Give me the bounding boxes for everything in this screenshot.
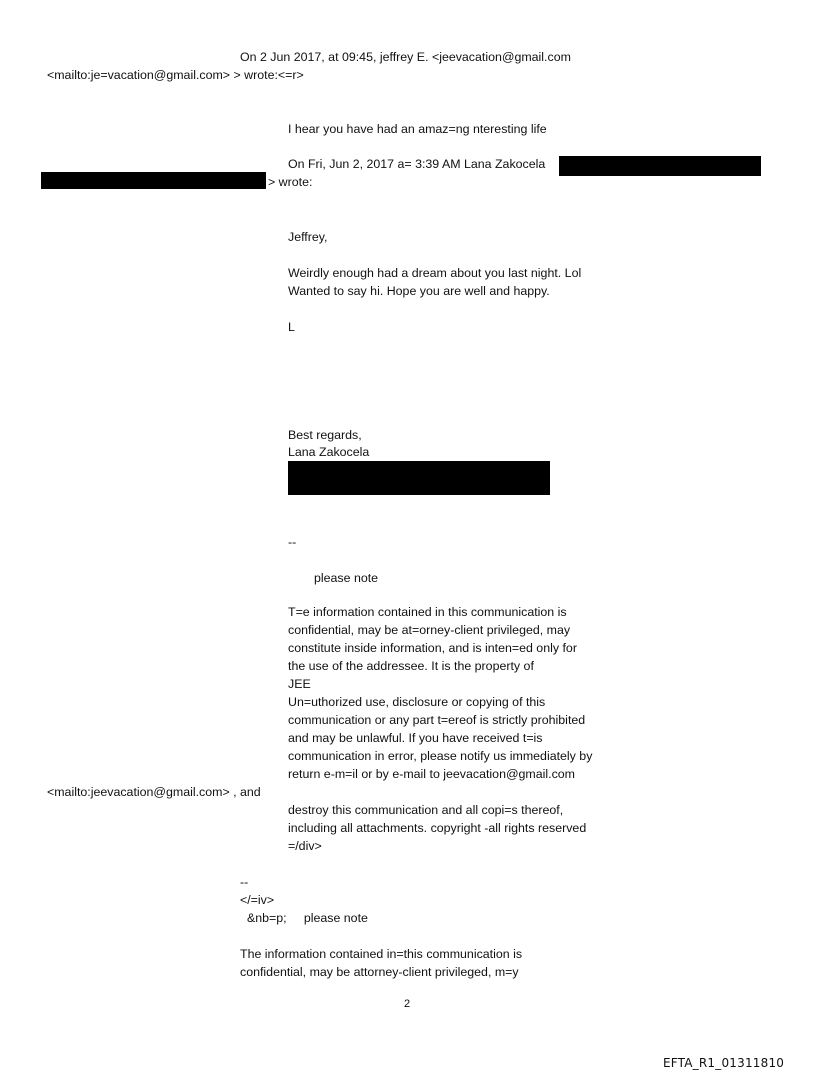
disclaimer-tail-line: destroy this communication and all copi=s thereof, xyxy=(288,803,564,817)
div-close-text: </=iv> xyxy=(240,893,275,907)
initial: L xyxy=(288,320,295,334)
disclaimer-line: communication or any part t=ereof is strictly prohibited xyxy=(288,713,586,727)
document-id: EFTA_R1_01311810 xyxy=(663,1056,785,1070)
redaction-box xyxy=(559,156,761,176)
signature-name: Lana Zakocela xyxy=(288,445,370,459)
body-line-2: Wanted to say hi. Hope you are well and happy. xyxy=(288,284,550,298)
disclaimer-line: the use of the addressee. It is the property of xyxy=(288,659,534,673)
redaction-box xyxy=(288,461,550,495)
disclaimer-heading: &nb=p; please note xyxy=(247,911,368,925)
disclaimer-line: JEE xyxy=(288,677,311,691)
disclaimer-line: Un=uthorized use, disclosure or copying of this xyxy=(288,695,546,709)
quoted-header-line-1: On Fri, Jun 2, 2017 a= 3:39 AM Lana Zakocela xyxy=(288,157,546,171)
redaction-box xyxy=(41,172,266,189)
separator-dashes: -- xyxy=(288,535,297,549)
reply-text: I hear you have had an amaz=ng nteresting life xyxy=(288,122,547,136)
header-line-2: <mailto:je=vacation@gmail.com> > wrote:<=r> xyxy=(47,68,304,82)
disclaimer-line: confidential, may be attorney-client privileged, m=y xyxy=(240,965,519,979)
disclaimer-line: constitute inside information, and is inten=ed only for xyxy=(288,641,577,655)
header-line-1: On 2 Jun 2017, at 09:45, jeffrey E. <jeevacation@gmail.com xyxy=(240,50,571,64)
disclaimer-line: The information contained in=this communication is xyxy=(240,947,523,961)
disclaimer-line: and may be unlawful. If you have received t=is xyxy=(288,731,543,745)
separator-dashes: -- xyxy=(240,875,249,889)
page-number: 2 xyxy=(404,998,411,1010)
body-line-1: Weirdly enough had a dream about you last night. Lol xyxy=(288,266,582,280)
disclaimer-tail-line: =/div> xyxy=(288,839,322,853)
disclaimer-line: return e-m=il or by e-mail to jeevacation@gmail.com xyxy=(288,767,575,781)
disclaimer-tail-line: including all attachments. copyright -all rights reserved xyxy=(288,821,587,835)
greeting: Jeffrey, xyxy=(288,230,328,244)
disclaimer-line: T=e information contained in this communication is xyxy=(288,605,567,619)
quoted-header-line-2: > wrote: xyxy=(268,175,313,189)
disclaimer-line: communication in error, please notify us immediately by xyxy=(288,749,593,763)
mailto-line: <mailto:jeevacation@gmail.com> , and xyxy=(47,785,261,799)
disclaimer-line: confidential, may be at=orney-client privileged, may xyxy=(288,623,571,637)
signoff: Best regards, xyxy=(288,428,362,442)
disclaimer-heading: please note xyxy=(314,571,379,585)
